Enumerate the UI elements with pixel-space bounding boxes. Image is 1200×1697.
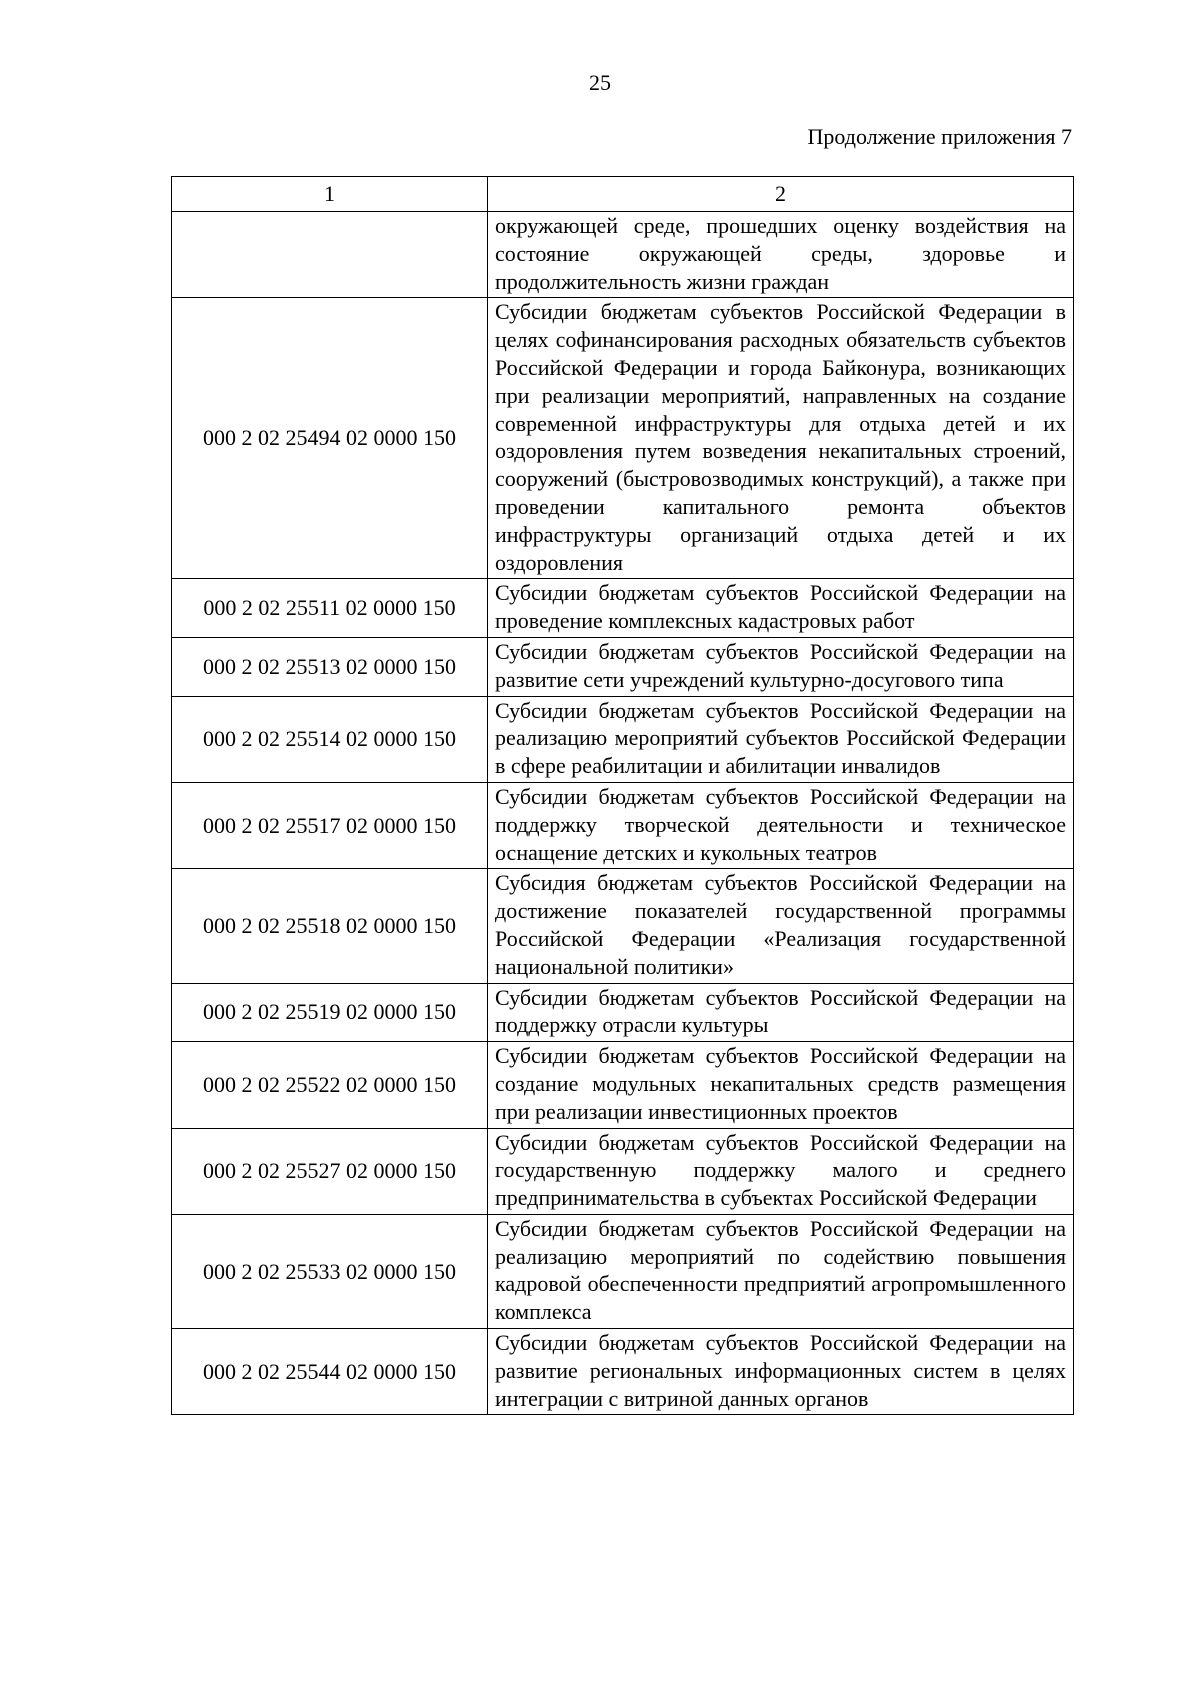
budget-code-cell: 000 2 02 25533 02 0000 150 — [172, 1214, 488, 1328]
budget-code-cell: 000 2 02 25513 02 0000 150 — [172, 637, 488, 696]
table-row — [172, 1042, 1074, 1128]
table-row — [172, 298, 1074, 579]
table-row — [172, 1329, 1074, 1415]
description-cell: Субсидии бюджетам субъектов Российской Федерации в целях софинансирования расходных обязательств субъектов Российской Федерации и города Байконура, возникающих при реализации мероприятий, направленных на создание современной инфраструктуры для отдыха детей и их оздоровления путем возведения некапитальных строений, сооружений (быстровозводимых конструкций), а также при проведении капитального ремонта объектов инфраструктуры организаций отдыха детей и их оздоровления — [488, 298, 1074, 579]
budget-code-cell: 000 2 02 25514 02 0000 150 — [172, 696, 488, 782]
budget-code-cell: 000 2 02 25527 02 0000 150 — [172, 1128, 488, 1214]
description-cell: Субсидии бюджетам субъектов Российской Федерации на проведение комплексных кадастровых работ — [488, 579, 1074, 638]
description-cell: Субсидии бюджетам субъектов Российской Федерации на развитие региональных информационных систем в целях интеграции с витриной данных органов — [488, 1329, 1074, 1415]
budget-codes-table — [171, 176, 1074, 1415]
table-row — [172, 782, 1074, 868]
column-header-description: 2 — [488, 177, 1074, 212]
description-cell: Субсидии бюджетам субъектов Российской Федерации на поддержку творческой деятельности и техническое оснащение детских и кукольных театров — [488, 782, 1074, 868]
description-cell: Субсидии бюджетам субъектов Российской Федерации на поддержку отрасли культуры — [488, 983, 1074, 1042]
description-cell: Субсидии бюджетам субъектов Российской Федерации на реализацию мероприятий по содействию повышения кадровой обеспеченности предприятий агропромышленного комплекса — [488, 1214, 1074, 1328]
description-cell: Субсидия бюджетам субъектов Российской Федерации на достижение показателей государственной программы Российской Федерации «Реализация государственной национальной политики» — [488, 869, 1074, 983]
budget-code-cell: 000 2 02 25522 02 0000 150 — [172, 1042, 488, 1128]
description-cell: Субсидии бюджетам субъектов Российской Федерации на создание модульных некапитальных средств размещения при реализации инвестиционных проектов — [488, 1042, 1074, 1128]
description-cell: Субсидии бюджетам субъектов Российской Федерации на развитие сети учреждений культурно-досугового типа — [488, 637, 1074, 696]
table-row — [172, 212, 1074, 298]
table-row — [172, 696, 1074, 782]
table-row — [172, 983, 1074, 1042]
budget-code-cell: 000 2 02 25517 02 0000 150 — [172, 782, 488, 868]
description-cell: окружающей среде, прошедших оценку воздействия на состояние окружающей среды, здоровье и продолжительность жизни граждан — [488, 212, 1074, 298]
budget-code-cell: 000 2 02 25544 02 0000 150 — [172, 1329, 488, 1415]
table-row — [172, 579, 1074, 638]
budget-code-cell: 000 2 02 25494 02 0000 150 — [172, 298, 488, 579]
page-number: 25 — [589, 70, 611, 95]
description-cell: Субсидии бюджетам субъектов Российской Федерации на государственную поддержку малого и среднего предпринимательства в субъектах Российской Федерации — [488, 1128, 1074, 1214]
description-cell: Субсидии бюджетам субъектов Российской Федерации на реализацию мероприятий субъектов Российской Федерации в сфере реабилитации и абилитации инвалидов — [488, 696, 1074, 782]
table-row — [172, 1128, 1074, 1214]
budget-code-cell: 000 2 02 25519 02 0000 150 — [172, 983, 488, 1042]
budget-code-cell: 000 2 02 25518 02 0000 150 — [172, 869, 488, 983]
table-row — [172, 1214, 1074, 1328]
budget-code-cell: 000 2 02 25511 02 0000 150 — [172, 579, 488, 638]
table-row — [172, 637, 1074, 696]
table-header-row — [172, 177, 1074, 212]
table-row — [172, 869, 1074, 983]
budget-code-cell — [172, 212, 488, 298]
column-header-code: 1 — [172, 177, 488, 212]
appendix-continuation-title: Продолжение приложения 7 — [807, 124, 1072, 149]
